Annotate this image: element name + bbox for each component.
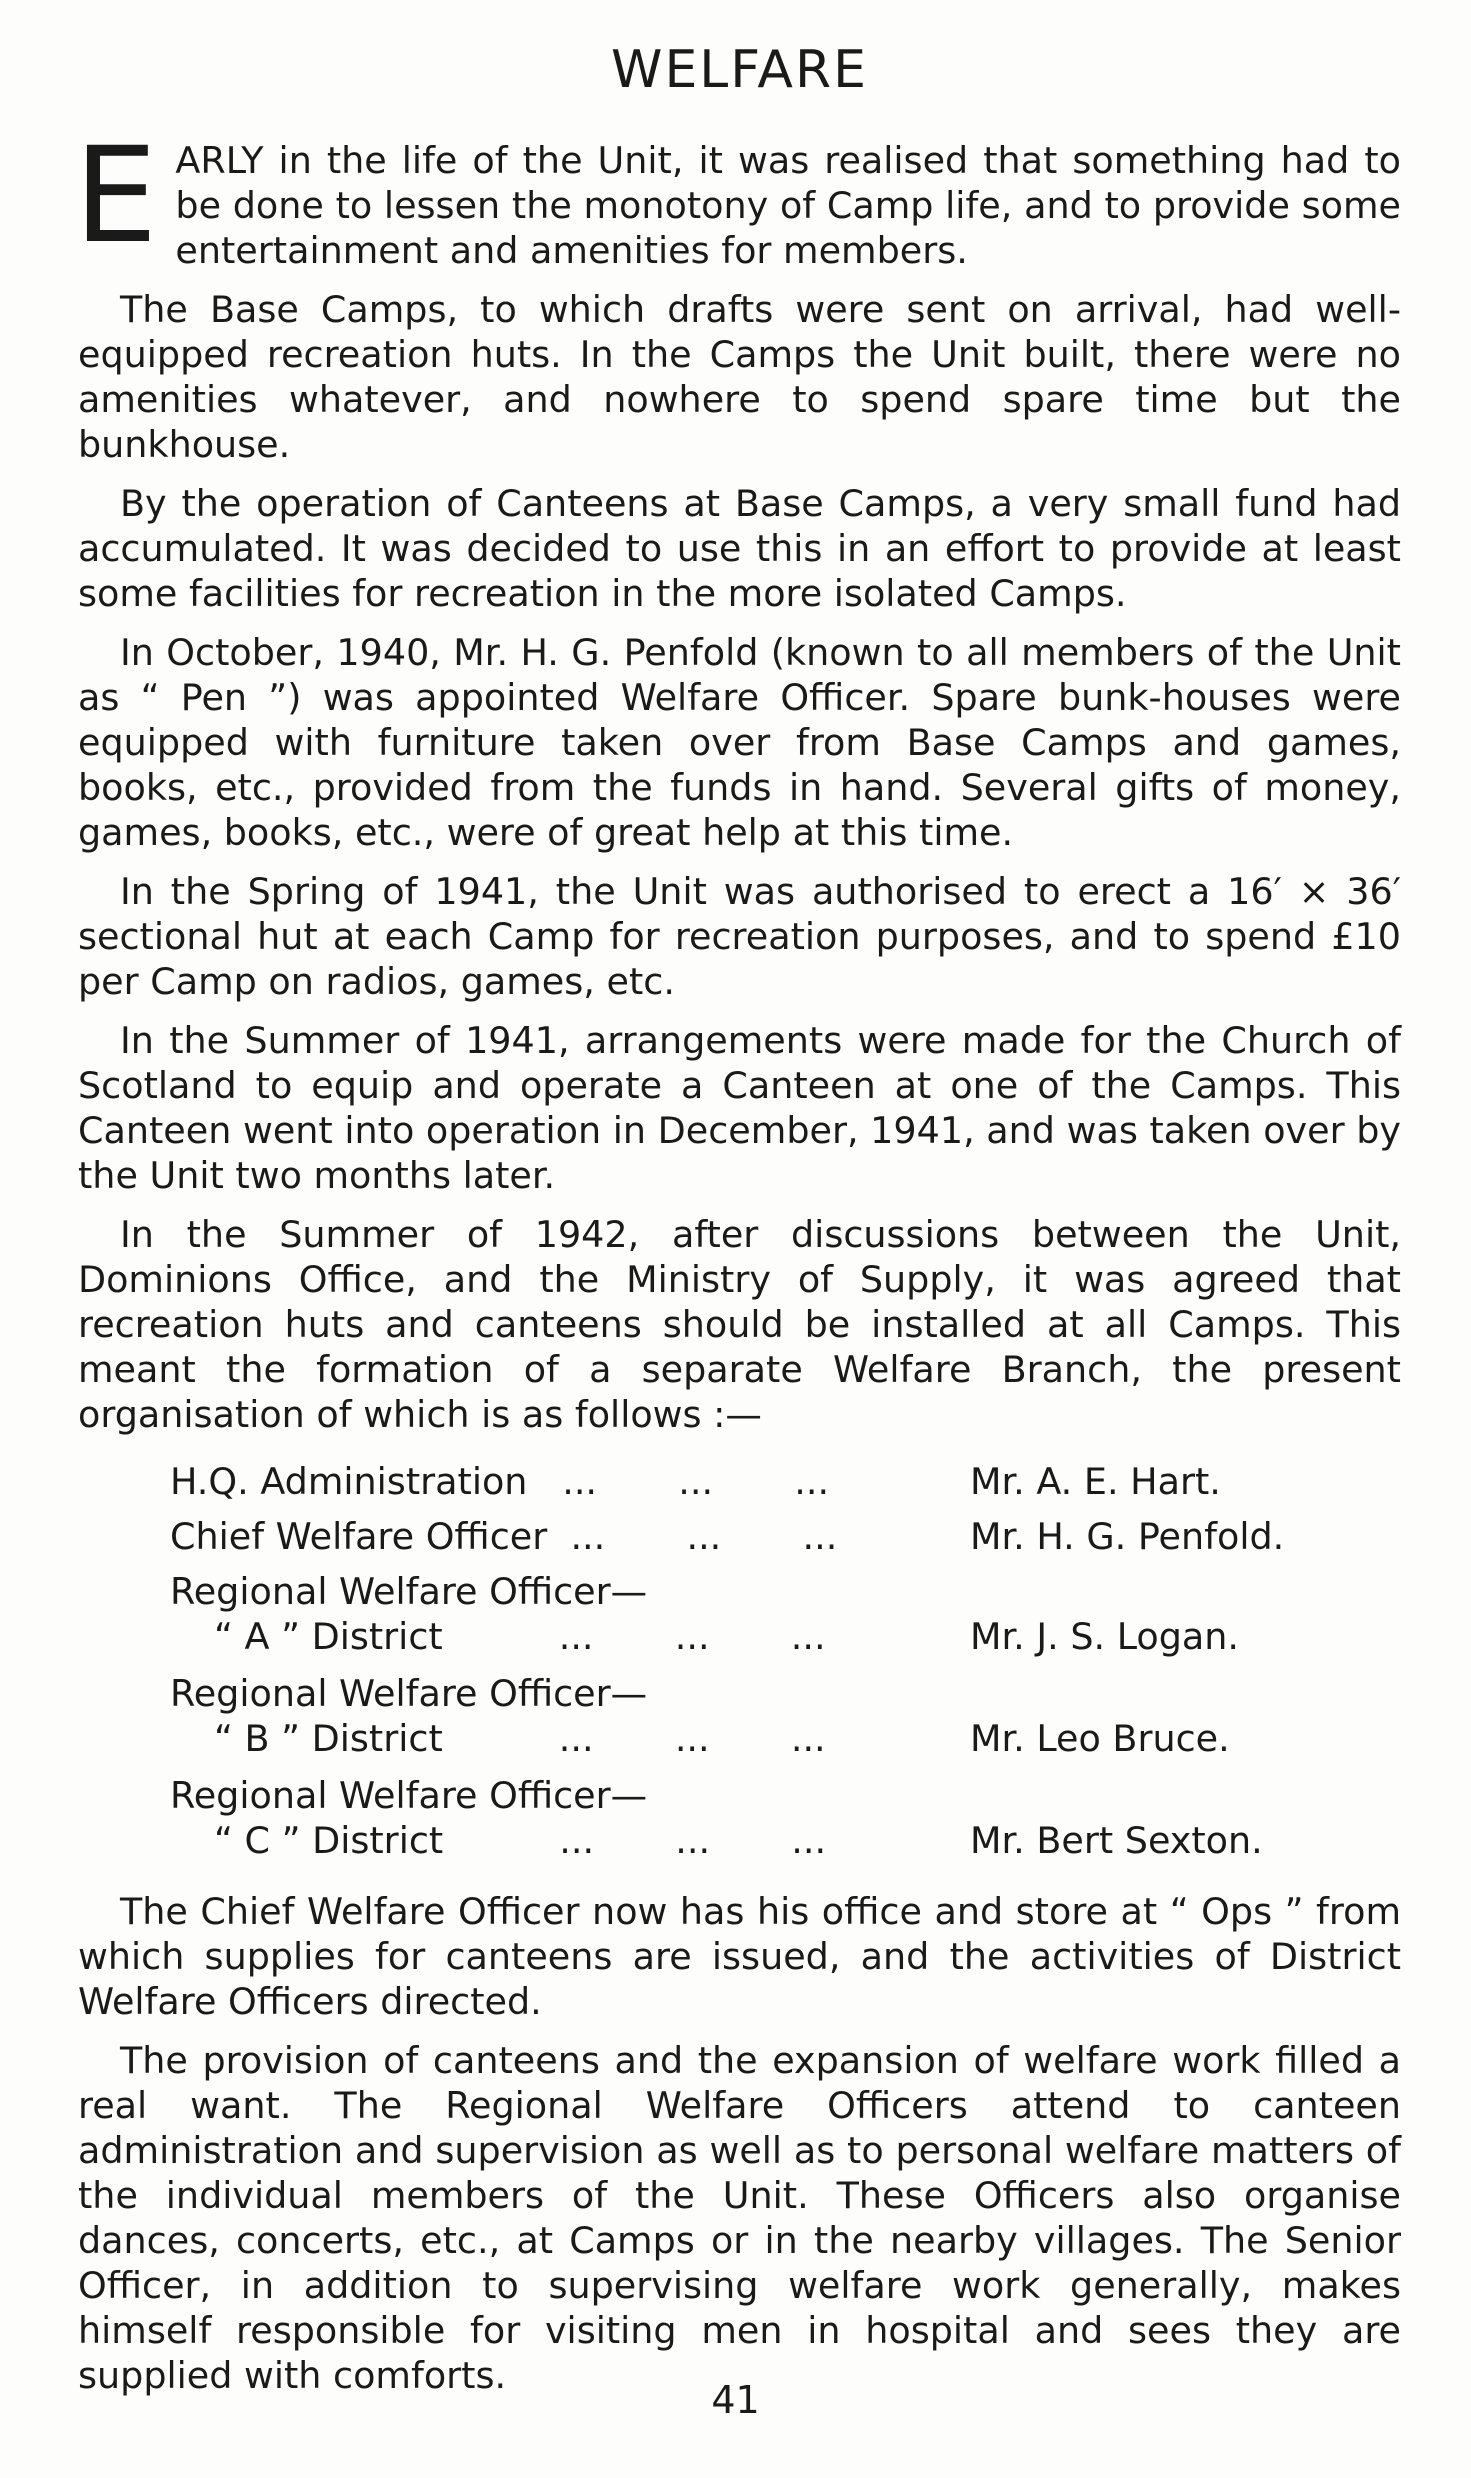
org-role: Regional Welfare Officer—	[170, 1774, 648, 1817]
org-district: “ C ” District ... ... ...	[214, 1819, 827, 1862]
org-row-hq-admin	[170, 1459, 1401, 1504]
org-row-district-c	[170, 1773, 1401, 1863]
paragraph-4: In October, 1940, Mr. H. G. Penfold (known to all members of the Unit as “ Pen ”) was appointed Welfare Officer. Spare bunk-houses were equipped with furniture taken over from Base Camps and games, books, etc., provided from the funds in hand. Several gifts of money, games, books, etc., were of great help at this time.	[78, 631, 1401, 854]
paragraph-2: The Base Camps, to which drafts were sent on arrival, had well-equipped recreation huts. In the Camps the Unit built, there were no amenities whatever, and nowhere to spend spare time but the bunkhouse.	[78, 288, 1401, 466]
paragraph-1-text: ARLY in the life of the Unit, it was realised that something had to be done to lessen the monotony of Camp life, and to provide some entertainment and amenities for members.	[175, 139, 1401, 272]
paragraph-5: In the Spring of 1941, the Unit was authorised to erect a 16′ × 36′ sectional hut at each Camp for recreation purposes, and to spend £10 per Camp on radios, games, etc.	[78, 870, 1401, 1003]
org-subrole	[170, 1818, 970, 1863]
paragraph-8: The Chief Welfare Officer now has his office and store at “ Ops ” from which supplies for canteens are issued, and the activities of District Welfare Officers directed.	[78, 1890, 1401, 2023]
org-name: Mr. J. S. Logan.	[970, 1615, 1239, 1658]
org-district: “ A ” District ... ... ...	[214, 1615, 826, 1658]
drop-cap: E	[74, 119, 158, 273]
paragraph-1	[74, 119, 1401, 273]
org-subrole	[170, 1716, 970, 1761]
org-name: Mr. A. E. Hart.	[970, 1460, 1221, 1503]
org-role: Regional Welfare Officer—	[170, 1570, 648, 1613]
page-number: 41	[711, 2378, 760, 2422]
org-name: Mr. Leo Bruce.	[970, 1717, 1230, 1760]
org-row-district-b	[170, 1671, 1401, 1761]
page-title: WELFARE	[611, 40, 868, 100]
paragraph-7: In the Summer of 1942, after discussions between the Unit, Dominions Office, and the Ministry of Supply, it was agreed that recreation huts and canteens should be installed at all Camps. This meant the formation of a separate Welfare Branch, the present organisation of which is as follows :—	[78, 1213, 1401, 1436]
org-name: Mr. Bert Sexton.	[970, 1819, 1263, 1862]
paragraph-9: The provision of canteens and the expansion of welfare work filled a real want. The Regional Welfare Officers attend to canteen administration and supervision as well as to personal welfare matters of the individual members of the Unit. These Officers also organise dances, concerts, etc., at Camps or in the nearby villages. The Senior Officer, in addition to supervising welfare work generally, makes himself responsible for visiting men in hospital and sees they are supplied with comforts.	[78, 2039, 1401, 2397]
org-row-district-a	[170, 1569, 1401, 1659]
org-name: Mr. H. G. Penfold.	[970, 1515, 1285, 1558]
org-subrole	[170, 1614, 970, 1659]
org-subrow	[170, 1716, 1401, 1761]
org-role: Chief Welfare Officer ... ... ...	[170, 1515, 838, 1558]
org-role: H.Q. Administration ... ... ...	[170, 1460, 830, 1503]
org-subrow	[170, 1614, 1401, 1659]
org-district: “ B ” District ... ... ...	[214, 1717, 826, 1760]
paragraph-6: In the Summer of 1941, arrangements were made for the Church of Scotland to equip and operate a Canteen at one of the Camps. This Canteen went into operation in December, 1941, and was taken over by the Unit two months later.	[78, 1019, 1401, 1197]
org-subrow	[170, 1818, 1401, 1863]
paragraph-3: By the operation of Canteens at Base Camps, a very small fund had accumulated. It was decided to use this in an effort to provide at least some facilities for recreation in the more isolated Camps.	[78, 482, 1401, 615]
org-row-chief-welfare-officer	[170, 1514, 1401, 1559]
organisation-list	[78, 1459, 1401, 1863]
org-role: Regional Welfare Officer—	[170, 1672, 648, 1715]
